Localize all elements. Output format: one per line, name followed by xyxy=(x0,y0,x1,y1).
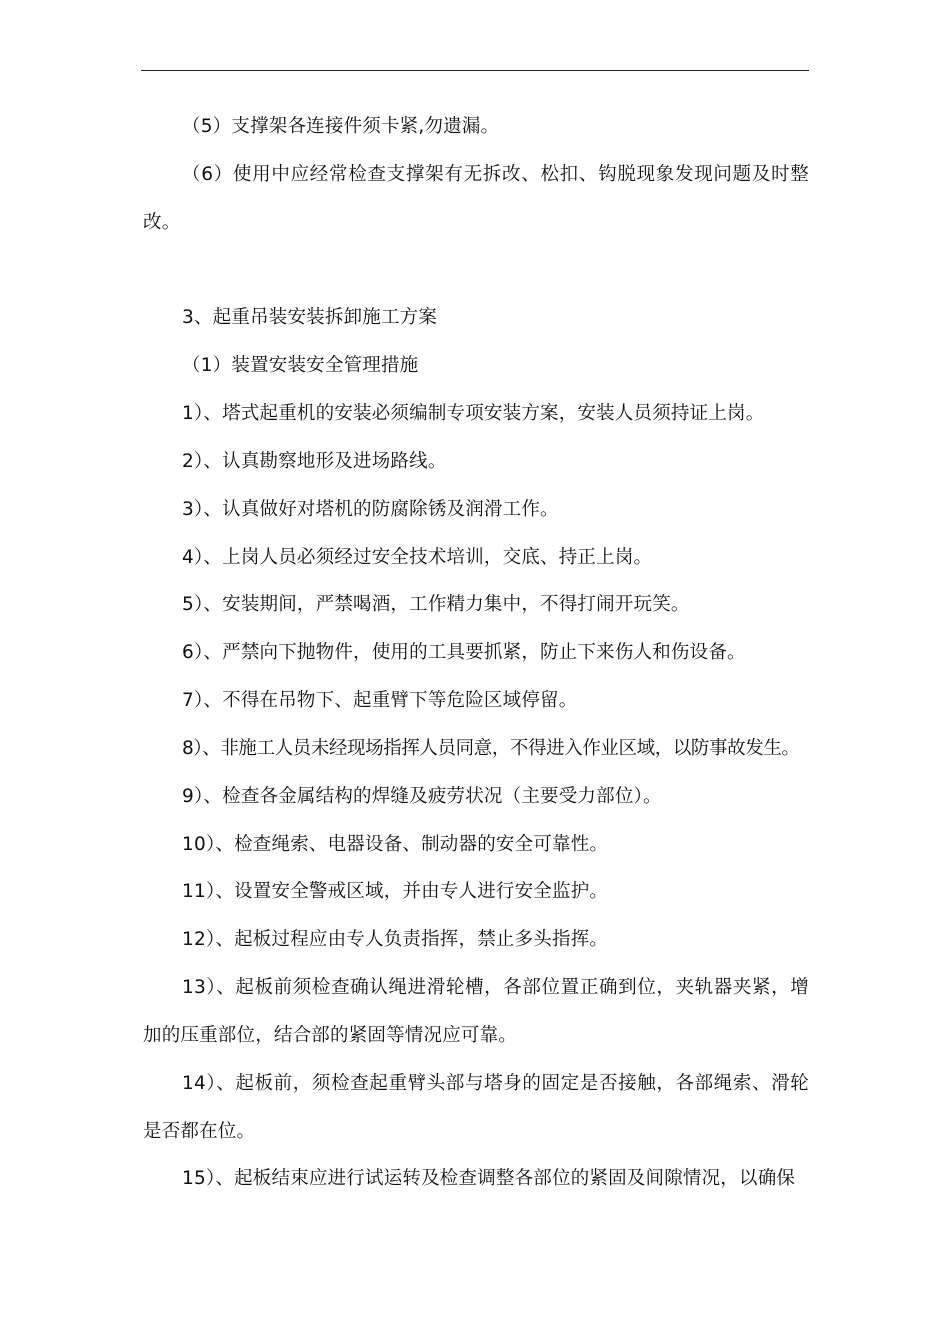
list-item-12: 12）、起板过程应由专人负责指挥，禁止多头指挥。 xyxy=(182,929,609,950)
list-item-8: 8）、非施工人员未经现场指挥人员同意，不得进入作业区域，以防事故发生。 xyxy=(182,738,800,759)
section-heading: 3、起重吊装安装拆卸施工方案 xyxy=(182,307,438,328)
list-item-1: 1）、塔式起重机的安装必须编制专项安装方案，安装人员须持证上岗。 xyxy=(182,403,765,424)
list-item-15: 15）、起板结束应进行试运转及检查调整各部位的紧固及间隙情况，以确保 xyxy=(182,1168,796,1189)
list-item-10: 10）、检查绳索、电器设备、制动器的安全可靠性。 xyxy=(182,834,609,855)
list-item-9: 9）、检查各金属结构的焊缝及疲劳状况（主要受力部位）。 xyxy=(182,786,662,807)
list-item-14: 14）、起板前，须检查起重臂头部与塔身的固定是否接触，各部绳索、滑轮是否都在位。 xyxy=(143,1073,809,1142)
subsection-heading: （1）装置安装安全管理措施 xyxy=(182,355,419,376)
list-item-11: 11）、设置安全警戒区域，并由专人进行安全监护。 xyxy=(182,881,609,902)
list-item-3: 3）、认真做好对塔机的防腐除锈及润滑工作。 xyxy=(182,499,559,520)
list-item-5: 5）、安装期间，严禁喝酒，工作精力集中，不得打闹开玩笑。 xyxy=(182,594,690,615)
paragraph-6: （6）使用中应经常检查支撑架有无拆改、松扣、钩脱现象发现问题及时整改。 xyxy=(143,164,809,233)
header-rule xyxy=(141,70,809,71)
list-item-13: 13）、起板前须检查确认绳进滑轮槽，各部位置正确到位，夹轨器夹紧，增加的压重部位，结合部的紧固等情况应可靠。 xyxy=(143,977,809,1046)
list-item-6: 6）、严禁向下抛物件，使用的工具要抓紧，防止下来伤人和伤设备。 xyxy=(182,642,746,663)
list-item-7: 7）、不得在吊物下、起重臂下等危险区域停留。 xyxy=(182,690,578,711)
paragraph-5: （5）支撑架各连接件须卡紧,勿遗漏。 xyxy=(182,116,500,137)
list-item-2: 2）、认真勘察地形及进场路线。 xyxy=(182,451,447,472)
list-item-4: 4）、上岗人员必须经过安全技术培训，交底、持正上岗。 xyxy=(182,547,653,568)
